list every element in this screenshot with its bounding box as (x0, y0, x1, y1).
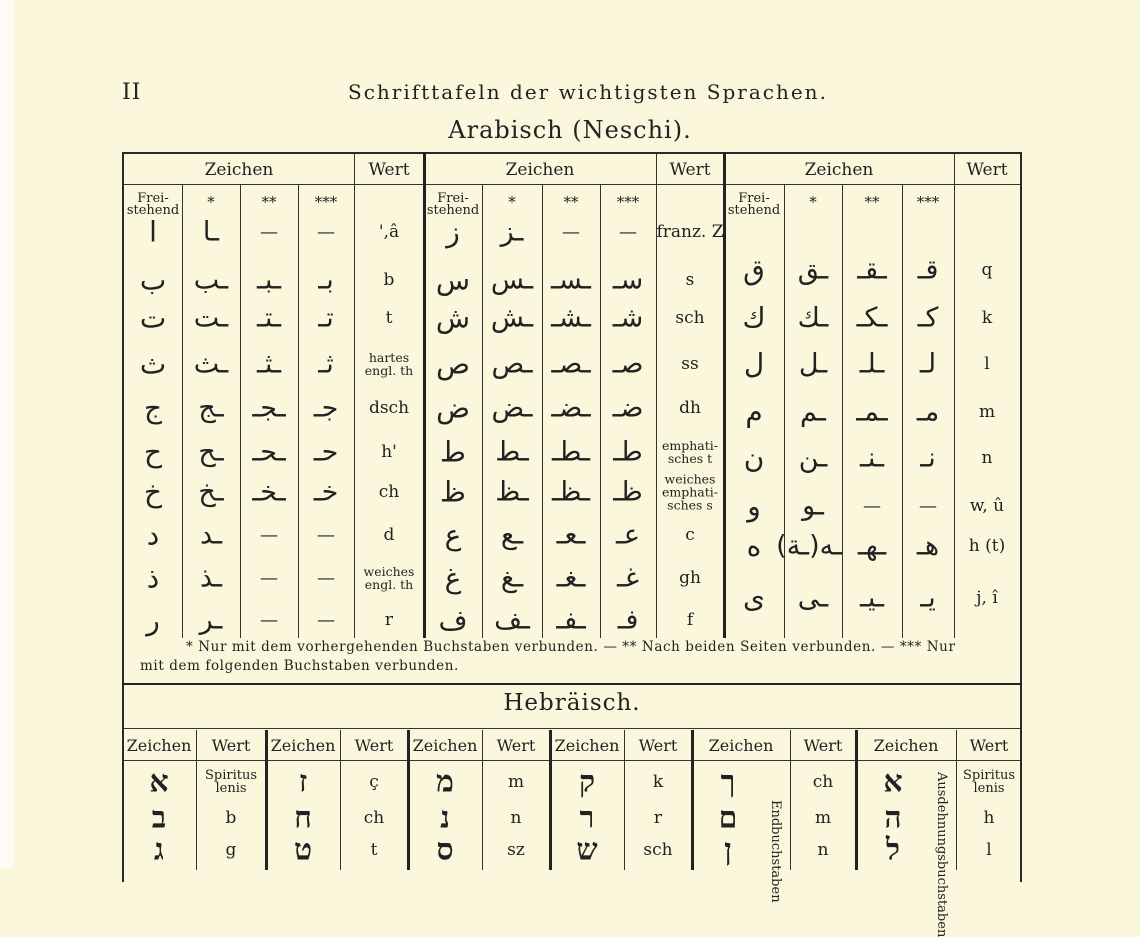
subheader-star: ** (563, 193, 579, 211)
hebrew-letter: ז (298, 764, 308, 800)
arabic-letter: — (863, 495, 881, 517)
arabic-letter: ض (436, 391, 470, 425)
arabic-letter: ش (435, 301, 471, 335)
hebrew-value: ç (369, 772, 379, 792)
hebrew-letter: ן (724, 832, 732, 868)
hebrew-header-zeichen: Zeichen (270, 736, 336, 755)
value-cell: weiches engl. th (363, 564, 415, 592)
arabic-letter: — (260, 567, 278, 589)
arabic-letter: غـ (616, 562, 640, 594)
arabic-letter: ه (746, 529, 762, 563)
hebrew-title-rule (122, 728, 1022, 729)
arabic-letter: ـغ (500, 562, 524, 594)
hebrew-value: l (986, 840, 992, 860)
arabic-letter: ـث (193, 348, 229, 380)
value-cell: r (384, 610, 394, 630)
hebrew-value: k (652, 772, 664, 792)
arabic-letter: ز (446, 215, 460, 249)
arabic-letter: ـهـ (857, 530, 887, 562)
arabic-letter: ظ (440, 475, 466, 509)
hebrew-value: n (817, 840, 829, 860)
value-cell: ss (681, 354, 699, 374)
header-zeichen: Zeichen (804, 160, 874, 180)
arabic-letter: ـع (500, 519, 524, 551)
arabic-letter: ـسـ (551, 264, 591, 296)
arabic-letter: لـ (919, 348, 937, 380)
arabic-letter: طـ (613, 436, 643, 468)
arabic-letter: ضـ (612, 392, 644, 424)
arabic-letter: ـد (199, 519, 223, 551)
arabic-letter: ـن (798, 442, 828, 474)
arabic-letter: هـ (916, 530, 940, 562)
arabic-letter: ـظـ (552, 476, 590, 508)
hebrew-header-zeichen: Zeichen (126, 736, 192, 755)
subheader-free: Frei- stehend (126, 191, 180, 218)
hebrew-header-wert: Wert (969, 736, 1009, 755)
hebrew-value: Spiritus lenis (204, 768, 258, 796)
value-cell: d (383, 525, 395, 545)
arabic-letter: نـ (920, 442, 936, 474)
value-cell: dh (679, 398, 701, 418)
value-cell: q (981, 260, 993, 280)
arabic-letter: ـت (193, 302, 229, 334)
arabic-letter: ظـ (613, 476, 643, 508)
value-cell: w, û (969, 496, 1005, 516)
arabic-letter: ث (139, 347, 167, 381)
arabic-letter: ع (444, 518, 462, 552)
arabic-letter: ـفـ (556, 604, 586, 636)
arabic-letter: شـ (612, 302, 644, 334)
value-cell: sch (675, 308, 705, 328)
hebrew-letter: א (883, 764, 903, 800)
arabic-letter: ـس (490, 264, 534, 296)
hebrew-letter: נ (440, 800, 450, 836)
hebrew-header-zeichen: Zeichen (708, 736, 774, 755)
hebrew-header-wert: Wert (211, 736, 251, 755)
hebrew-letter: ר (579, 800, 595, 836)
hebrew-value: m (507, 772, 525, 792)
hebrew-side-label: Ausdehnungsbuchstaben (934, 772, 949, 937)
arabic-letter: حـ (313, 436, 339, 468)
value-cell: s (685, 270, 695, 290)
arabic-letter: — (317, 221, 335, 243)
header-rule (122, 184, 1022, 185)
arabic-letter: ـثـ (257, 348, 281, 380)
hebrew-letter: ש (576, 832, 598, 868)
hebrew-header-wert: Wert (803, 736, 843, 755)
hebrew-letter: מ (436, 764, 454, 800)
arabic-letter: د (146, 518, 160, 552)
arabic-letter: ـخ (198, 476, 224, 508)
arabic-letter: ـم (800, 396, 826, 428)
hebrew-side-label: Endbuchstaben (768, 800, 783, 903)
hebrew-title: Hebräisch. (503, 690, 641, 716)
subheader-star: ** (864, 193, 880, 211)
arabic-letter: ـمـ (856, 396, 888, 428)
arabic-letter: ـا (202, 216, 220, 248)
arabic-letter: ـو (802, 490, 824, 522)
header-wert: Wert (669, 160, 711, 180)
arabic-letter: ـيـ (860, 582, 884, 614)
arabic-letter: تـ (318, 302, 334, 334)
header-zeichen: Zeichen (204, 160, 274, 180)
hebrew-value: Spiritus lenis (962, 768, 1016, 796)
hebrew-letter: ח (294, 800, 312, 836)
arabic-letter: ـق (797, 254, 829, 286)
arabic-letter: ـى (797, 582, 829, 614)
arabic-letter: خ (143, 475, 163, 509)
wert-divider (954, 152, 955, 638)
subheader-star: ** (261, 193, 277, 211)
arabic-letter: ـقـ (857, 254, 887, 286)
arabic-letter: ـتـ (257, 302, 281, 334)
arabic-letter: ثـ (318, 348, 334, 380)
arabic-letter: فـ (617, 604, 639, 636)
arabic-letter: ن (743, 441, 765, 475)
arabic-letter: بـ (318, 264, 334, 296)
arabic-letter: ـل (798, 348, 828, 380)
running-title: Schrifttafeln der wichtigsten Sprachen. (348, 80, 828, 104)
arabic-letter: ـف (494, 604, 530, 636)
arabic-letter: ـك (797, 302, 829, 334)
arabic-letter: ل (743, 347, 765, 381)
arabic-letter: ـطـ (552, 436, 590, 468)
arabic-letter: ص (436, 347, 470, 381)
hebrew-value: ch (363, 808, 385, 828)
arabic-letter: ـش (490, 302, 534, 334)
arabic-letter: ـلـ (859, 348, 885, 380)
arabic-letter: و (747, 489, 761, 523)
arabic-letter: ب (139, 263, 167, 297)
subheader-free: Frei- stehend (426, 191, 480, 218)
hebrew-value: sz (507, 840, 525, 860)
hebrew-value: n (510, 808, 522, 828)
arabic-letter: — (317, 524, 335, 546)
arabic-letter: ـط (495, 436, 529, 468)
hebrew-header-zeichen: Zeichen (554, 736, 620, 755)
arabic-letter: ـب (193, 264, 229, 296)
header-wert: Wert (966, 160, 1008, 180)
arabic-letter: — (260, 609, 278, 631)
arabic-letter: — (919, 495, 937, 517)
value-cell: hartes engl. th (364, 350, 414, 378)
value-cell: weiches emphati- sches s (662, 471, 718, 513)
hebrew-value: r (653, 808, 663, 828)
value-cell: dsch (368, 398, 410, 418)
hebrew-header-zeichen: Zeichen (873, 736, 939, 755)
arabic-letter: ـخـ (252, 476, 286, 508)
arabic-letter: ط (440, 435, 466, 469)
hebrew-letter: ם (718, 800, 738, 836)
arabic-letter: ـح (198, 436, 224, 468)
arabic-letter: ـج (198, 392, 224, 424)
arabic-letter: ح (143, 435, 163, 469)
arabic-letter: ـعـ (556, 519, 586, 551)
subheader-star: *** (616, 193, 640, 211)
arabic-letter: كـ (917, 302, 939, 334)
arabic-letter: ج (143, 391, 163, 425)
arabic-letter: ـه(ـة) (776, 530, 842, 562)
arabic-letter: ـض (491, 392, 533, 424)
footnote-line-2: mit dem folgenden Buchstaben verbunden. (140, 658, 459, 674)
arabic-letter: — (317, 609, 335, 631)
hebrew-value: b (225, 808, 237, 828)
page-number: II (122, 80, 142, 105)
arabic-letter: مـ (916, 396, 940, 428)
value-cell: k (981, 308, 993, 328)
hebrew-value: sch (643, 840, 673, 860)
value-cell: f (686, 610, 694, 630)
arabic-letter: ا (149, 215, 157, 249)
arabic-letter: ـبـ (257, 264, 281, 296)
hebrew-value: m (814, 808, 832, 828)
arabic-letter: ـضـ (551, 392, 591, 424)
hebrew-letter: ג (154, 832, 164, 868)
arabic-letter: ـر (199, 604, 223, 636)
value-cell: n (981, 448, 993, 468)
arabic-letter: ـكـ (856, 302, 888, 334)
value-cell: t (385, 308, 393, 328)
arabic-letter: م (745, 395, 763, 429)
arabic-title: Arabisch (Neschi). (448, 116, 692, 144)
arabic-letter: — (260, 221, 278, 243)
arabic-letter: سـ (612, 264, 644, 296)
header-zeichen: Zeichen (505, 160, 575, 180)
subheader-star: * (809, 193, 817, 211)
arabic-letter: — (260, 524, 278, 546)
subheader-star: * (207, 193, 215, 211)
value-cell: b (383, 270, 395, 290)
arabic-letter: قـ (917, 254, 939, 286)
arabic-letter: صـ (612, 348, 644, 380)
value-cell: ch (378, 482, 400, 502)
arabic-letter: عـ (615, 519, 641, 551)
arabic-letter: غ (444, 561, 462, 595)
arabic-letter: ـز (500, 216, 524, 248)
hebrew-value: t (370, 840, 378, 860)
hebrew-letter: א (149, 764, 169, 800)
arabic-bottom-rule (122, 683, 1022, 685)
subheader-star: * (508, 193, 516, 211)
value-cell: m (978, 402, 996, 422)
hebrew-letter: ב (151, 800, 167, 836)
arabic-letter: ف (438, 603, 468, 637)
arabic-letter: ق (743, 253, 765, 287)
hebrew-letter: ך (720, 764, 736, 800)
value-cell: franz. Z (656, 222, 724, 242)
value-cell: h (t) (968, 536, 1006, 556)
arabic-letter: ذ (146, 561, 160, 595)
arabic-letter: ـنـ (860, 442, 884, 474)
hebrew-value: g (225, 840, 237, 860)
arabic-letter: ـصـ (551, 348, 591, 380)
value-cell: h' (381, 442, 397, 462)
arabic-letter: ـحـ (252, 436, 286, 468)
hebrew-letter: ט (293, 832, 313, 868)
hebrew-header-wert: Wert (638, 736, 678, 755)
hebrew-header-wert: Wert (354, 736, 394, 755)
arabic-letter: ت (139, 301, 167, 335)
arabic-letter: ى (743, 581, 765, 615)
value-cell: ',â (378, 222, 400, 242)
arabic-letter: يـ (920, 582, 936, 614)
hebrew-letter: ס (436, 832, 454, 868)
hebrew-header-wert: Wert (496, 736, 536, 755)
arabic-letter: — (619, 221, 637, 243)
hebrew-value: ch (812, 772, 834, 792)
hebrew-letter: ה (884, 800, 902, 836)
value-cell: c (685, 525, 695, 545)
arabic-letter: ـجـ (252, 392, 286, 424)
hebrew-header-rule (122, 760, 1022, 761)
subheader-star: *** (916, 193, 940, 211)
arabic-letter: — (317, 567, 335, 589)
value-cell: emphati- sches t (662, 438, 718, 466)
arabic-letter: — (562, 221, 580, 243)
arabic-letter: ر (146, 603, 160, 637)
value-cell: j, î (976, 588, 998, 608)
hebrew-letter: ק (578, 764, 596, 800)
arabic-letter: جـ (313, 392, 339, 424)
arabic-letter: ـغـ (556, 562, 586, 594)
arabic-letter: ـشـ (551, 302, 591, 334)
hebrew-header-zeichen: Zeichen (412, 736, 478, 755)
hebrew-letter: ל (885, 832, 901, 868)
subheader-star: *** (314, 193, 338, 211)
value-cell: gh (679, 568, 701, 588)
arabic-letter: ـظ (495, 476, 529, 508)
arabic-letter: خـ (313, 476, 339, 508)
hebrew-value: h (983, 808, 995, 828)
header-wert: Wert (368, 160, 410, 180)
arabic-letter: ـذ (199, 562, 223, 594)
arabic-letter: س (435, 263, 471, 297)
arabic-letter: ك (742, 301, 766, 335)
footnote-line-1: * Nur mit dem vorhergehenden Buchstaben verbunden. — ** Nach beiden Seiten verbunden. — *** Nur (186, 639, 956, 655)
arabic-letter: ـص (491, 348, 533, 380)
subheader-free: Frei- stehend (727, 191, 781, 218)
value-cell: l (984, 354, 990, 374)
